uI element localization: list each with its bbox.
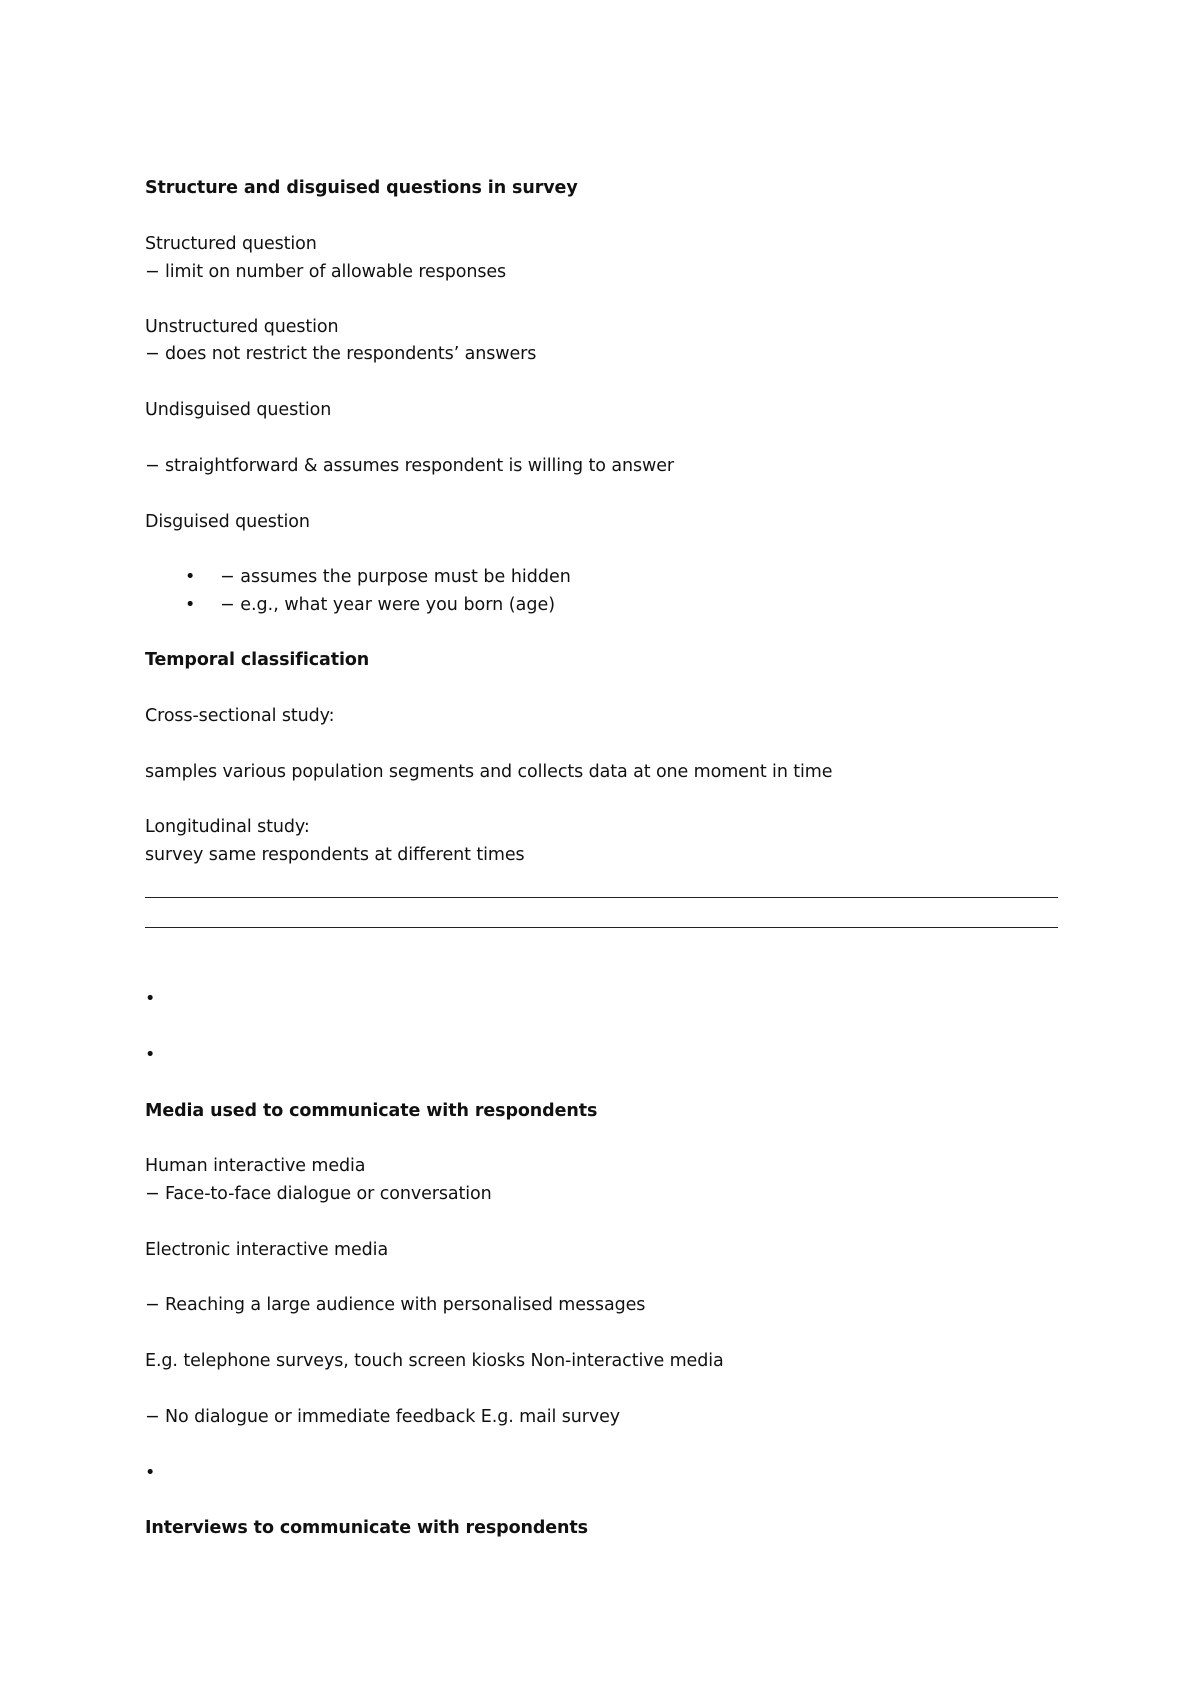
noninteractive-media-desc: − No dialogue or immediate feedback E.g. mail survey — [145, 1407, 620, 1427]
cross-sectional-title: Cross-sectional study: — [145, 706, 335, 726]
section-heading-interviews: Interviews to communicate with respondents — [145, 1518, 588, 1538]
longitudinal-title: Longitudinal study: — [145, 817, 310, 837]
undisguised-question-desc: − straightforward & assumes respondent is willing to answer — [145, 456, 674, 476]
bullet-icon: • — [145, 989, 156, 1009]
electronic-media-desc: − Reaching a large audience with personalised messages — [145, 1295, 646, 1315]
human-media-title: Human interactive media — [145, 1156, 366, 1176]
structured-question-title: Structured question — [145, 234, 317, 254]
list-item-text: − assumes the purpose must be hidden — [220, 567, 571, 587]
unstructured-question-title: Unstructured question — [145, 317, 339, 337]
section-heading-media: Media used to communicate with respondents — [145, 1101, 598, 1121]
cross-sectional-desc: samples various population segments and collects data at one moment in time — [145, 762, 833, 782]
horizontal-rule — [145, 897, 1058, 898]
bullet-icon: • — [145, 1045, 156, 1065]
unstructured-question-desc: − does not restrict the respondents’ answers — [145, 344, 537, 364]
undisguised-question-title: Undisguised question — [145, 400, 332, 420]
electronic-media-example: E.g. telephone surveys, touch screen kiosks Non-interactive media — [145, 1351, 724, 1371]
section-heading-structure: Structure and disguised questions in survey — [145, 178, 578, 198]
section-heading-temporal: Temporal classification — [145, 650, 370, 670]
longitudinal-desc: survey same respondents at different times — [145, 845, 525, 865]
list-item-text: − e.g., what year were you born (age) — [220, 595, 556, 615]
structured-question-desc: − limit on number of allowable responses — [145, 262, 507, 282]
electronic-media-title: Electronic interactive media — [145, 1240, 389, 1260]
bullet-icon: • — [185, 567, 196, 587]
horizontal-rule — [145, 927, 1058, 928]
bullet-icon: • — [145, 1463, 156, 1483]
human-media-desc: − Face-to-face dialogue or conversation — [145, 1184, 492, 1204]
bullet-icon: • — [185, 595, 196, 615]
disguised-question-title: Disguised question — [145, 512, 310, 532]
